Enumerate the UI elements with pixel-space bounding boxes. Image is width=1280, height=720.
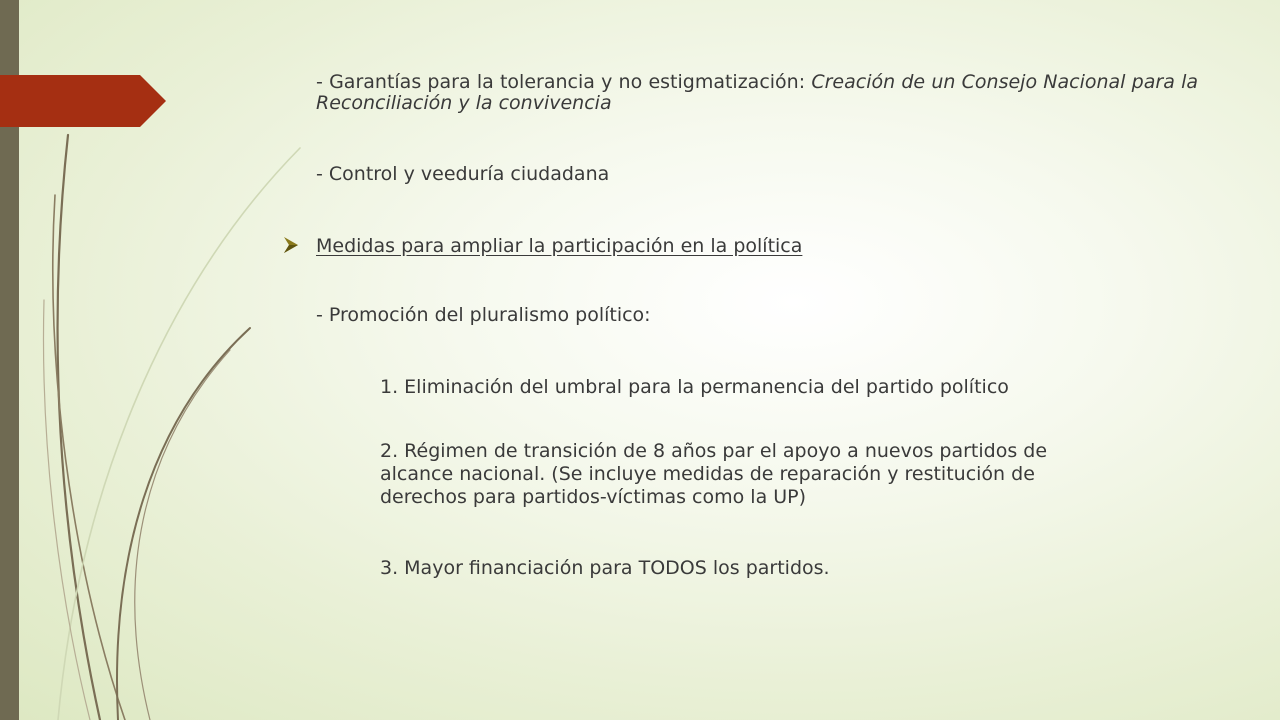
bullet-heading: Medidas para ampliar la participación en la política: [316, 235, 803, 257]
accent-tab-marker: [0, 75, 166, 127]
item-2-line-1: 2. Régimen de transición de 8 años par el apoyo a nuevos partidos de: [380, 440, 1048, 462]
arrow-bullet-icon: [282, 236, 300, 254]
guarantees-italic-text: Creación de un Consejo Nacional para la Reconciliación y la convivencia: [316, 71, 1198, 114]
guarantees-lead-text: - Garantías para la tolerancia y no estigmatización:: [316, 71, 812, 93]
control-line: - Control y veeduría ciudadana: [316, 163, 610, 185]
item-1: 1. Eliminación del umbral para la permanencia del partido político: [380, 376, 1009, 398]
item-3: 3. Mayor financiación para TODOS los partidos.: [380, 557, 830, 579]
item-2-line-2: alcance nacional. (Se incluye medidas de reparación y restitución de: [380, 463, 1035, 485]
guarantees-paragraph: [316, 72, 1198, 114]
item-2: [380, 440, 1160, 509]
item-2-line-3: derechos para partidos-víctimas como la UP): [380, 486, 807, 508]
pluralism-line: - Promoción del pluralismo político:: [316, 304, 651, 326]
